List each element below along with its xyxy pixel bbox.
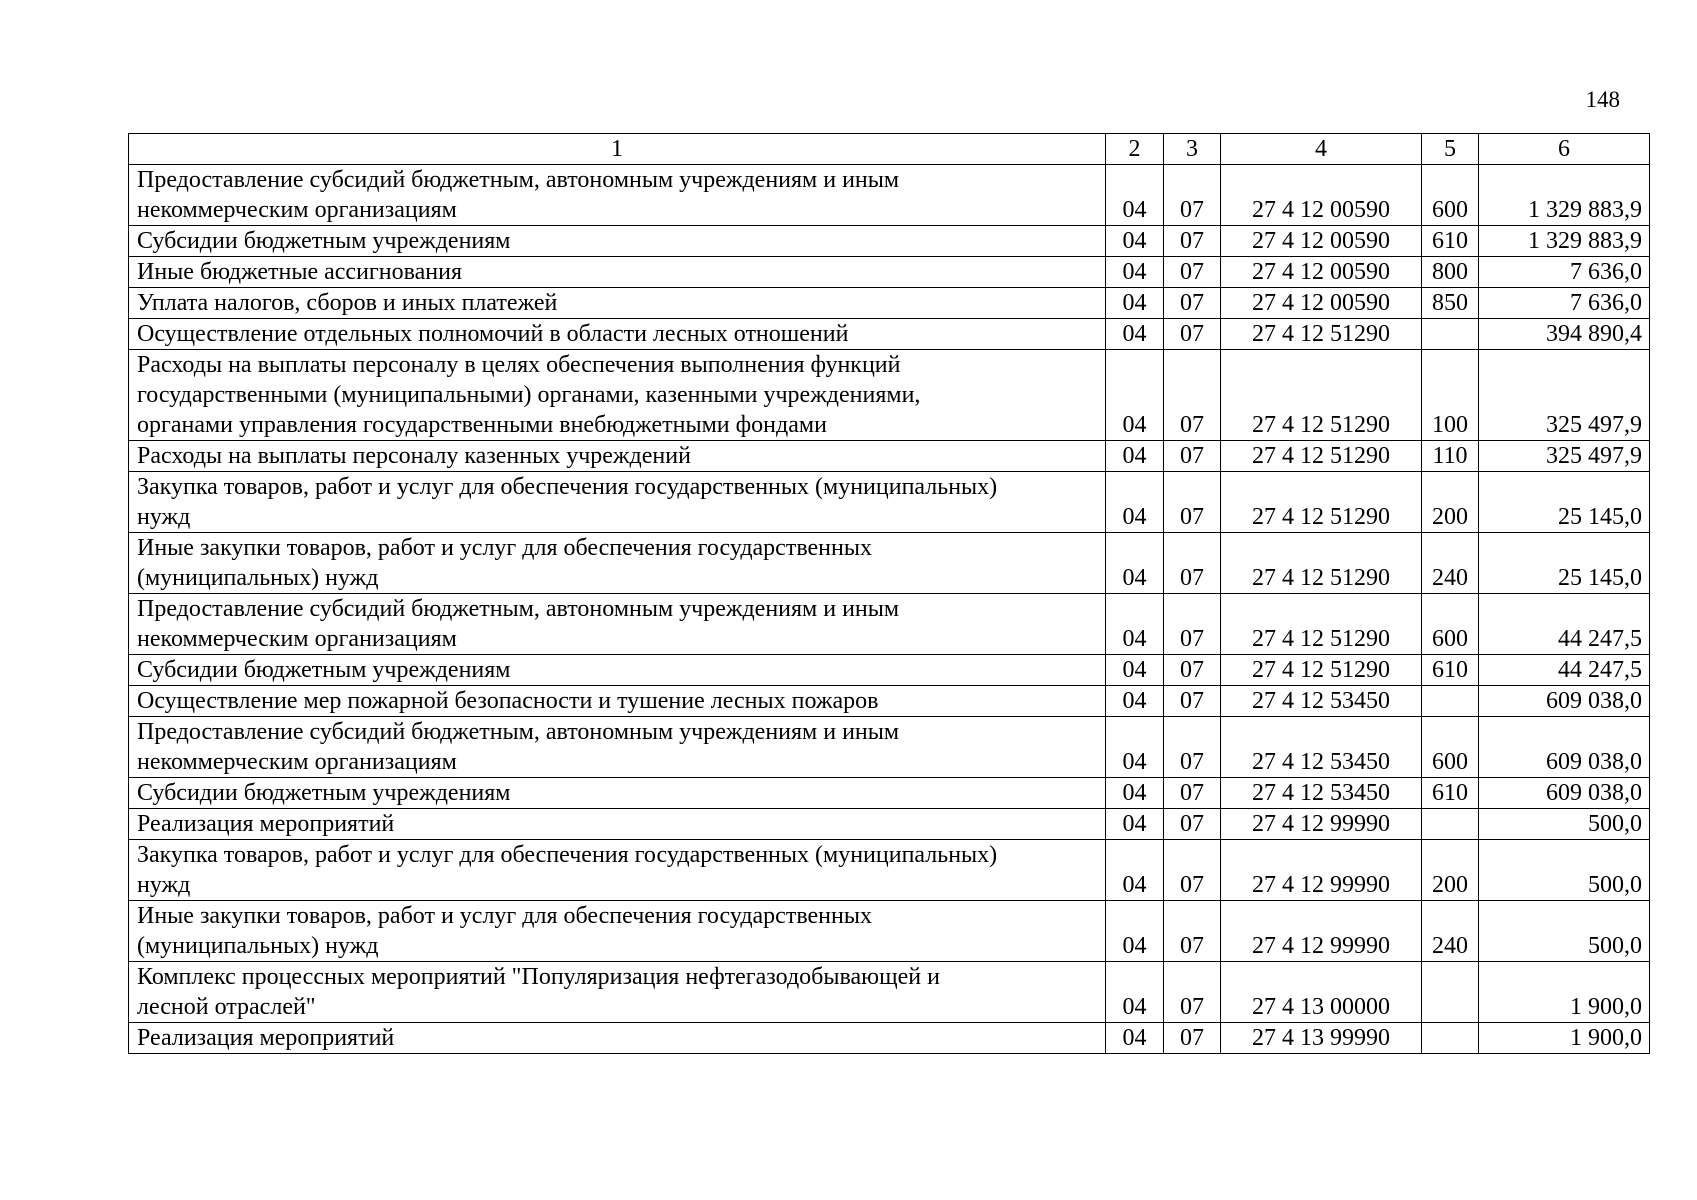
- cell-target-article: 27 4 12 51290: [1221, 441, 1422, 472]
- item-name-line: Иные бюджетные ассигнования: [137, 259, 462, 285]
- cell-expense-type: [1422, 319, 1479, 350]
- cell-subsection-code: 07: [1164, 778, 1221, 809]
- cell-amount: 1 329 883,9: [1479, 226, 1650, 257]
- cell-subsection-code: 07: [1164, 257, 1221, 288]
- cell-target-article: 27 4 12 00590: [1221, 165, 1422, 226]
- cell-section-code: 04: [1106, 840, 1164, 901]
- cell-item-name: [129, 165, 1106, 226]
- table-row: [129, 472, 1650, 533]
- cell-amount: 609 038,0: [1479, 686, 1650, 717]
- cell-target-article: 27 4 12 00590: [1221, 257, 1422, 288]
- page-number: 148: [1585, 87, 1620, 112]
- item-name-line: Субсидии бюджетным учреждениям: [137, 780, 511, 806]
- cell-target-article: 27 4 13 00000: [1221, 962, 1422, 1023]
- cell-amount: 394 890,4: [1479, 319, 1650, 350]
- cell-item-name: [129, 472, 1106, 533]
- cell-expense-type: [1422, 686, 1479, 717]
- item-name-line: Предоставление субсидий бюджетным, автономным учреждениям и иным: [137, 596, 900, 622]
- item-name-line: некоммерческим организациям: [137, 197, 457, 223]
- cell-expense-type: 610: [1422, 226, 1479, 257]
- table-row: [129, 655, 1650, 686]
- item-name-line: Субсидии бюджетным учреждениям: [137, 228, 511, 254]
- cell-section-code: 04: [1106, 717, 1164, 778]
- table-row: [129, 717, 1650, 778]
- cell-subsection-code: 07: [1164, 350, 1221, 441]
- cell-subsection-code: 07: [1164, 686, 1221, 717]
- cell-item-name: [129, 319, 1106, 350]
- cell-item-name: [129, 350, 1106, 441]
- budget-table: [128, 133, 1650, 1054]
- cell-amount: 325 497,9: [1479, 441, 1650, 472]
- table-row: [129, 165, 1650, 226]
- cell-target-article: 27 4 12 53450: [1221, 778, 1422, 809]
- cell-section-code: 04: [1106, 165, 1164, 226]
- cell-subsection-code: 07: [1164, 319, 1221, 350]
- cell-amount: 1 900,0: [1479, 1023, 1650, 1054]
- cell-target-article: 27 4 12 00590: [1221, 226, 1422, 257]
- cell-amount: 7 636,0: [1479, 288, 1650, 319]
- item-name-line: Осуществление мер пожарной безопасности и тушение лесных пожаров: [137, 688, 879, 714]
- cell-subsection-code: 07: [1164, 472, 1221, 533]
- cell-section-code: 04: [1106, 655, 1164, 686]
- cell-target-article: 27 4 12 99990: [1221, 809, 1422, 840]
- item-name-line: Реализация мероприятий: [137, 811, 395, 837]
- cell-target-article: 27 4 13 99990: [1221, 1023, 1422, 1054]
- cell-subsection-code: 07: [1164, 441, 1221, 472]
- cell-amount: 500,0: [1479, 809, 1650, 840]
- cell-item-name: [129, 655, 1106, 686]
- item-name-line: Субсидии бюджетным учреждениям: [137, 657, 511, 683]
- cell-expense-type: 110: [1422, 441, 1479, 472]
- cell-item-name: [129, 809, 1106, 840]
- cell-subsection-code: 07: [1164, 165, 1221, 226]
- table-row: [129, 901, 1650, 962]
- cell-section-code: 04: [1106, 686, 1164, 717]
- cell-target-article: 27 4 12 51290: [1221, 472, 1422, 533]
- cell-expense-type: 610: [1422, 778, 1479, 809]
- table-row: [129, 809, 1650, 840]
- cell-item-name: [129, 778, 1106, 809]
- item-name-line: Расходы на выплаты персоналу в целях обеспечения выполнения функций: [137, 352, 901, 378]
- cell-section-code: 04: [1106, 226, 1164, 257]
- table-row: [129, 594, 1650, 655]
- cell-section-code: 04: [1106, 778, 1164, 809]
- cell-amount: 609 038,0: [1479, 717, 1650, 778]
- column-header-3: 3: [1164, 134, 1221, 165]
- cell-target-article: 27 4 12 53450: [1221, 717, 1422, 778]
- cell-section-code: 04: [1106, 962, 1164, 1023]
- cell-subsection-code: 07: [1164, 809, 1221, 840]
- item-name-line: некоммерческим организациям: [137, 626, 457, 652]
- item-name-line: Реализация мероприятий: [137, 1025, 395, 1051]
- cell-item-name: [129, 441, 1106, 472]
- cell-item-name: [129, 901, 1106, 962]
- cell-subsection-code: 07: [1164, 288, 1221, 319]
- cell-target-article: 27 4 12 51290: [1221, 350, 1422, 441]
- item-name-line: государственными (муниципальными) органами, казенными учреждениями,: [137, 382, 921, 408]
- table-row: [129, 350, 1650, 441]
- cell-target-article: 27 4 12 99990: [1221, 840, 1422, 901]
- cell-section-code: 04: [1106, 533, 1164, 594]
- column-header-6: 6: [1479, 134, 1650, 165]
- table-row: [129, 257, 1650, 288]
- item-name-line: Предоставление субсидий бюджетным, автономным учреждениям и иным: [137, 167, 900, 193]
- column-header-4: 4: [1221, 134, 1422, 165]
- cell-expense-type: [1422, 1023, 1479, 1054]
- item-name-line: Иные закупки товаров, работ и услуг для обеспечения государственных: [137, 903, 872, 929]
- cell-amount: 25 145,0: [1479, 533, 1650, 594]
- cell-expense-type: 600: [1422, 717, 1479, 778]
- cell-target-article: 27 4 12 51290: [1221, 533, 1422, 594]
- cell-target-article: 27 4 12 00590: [1221, 288, 1422, 319]
- cell-item-name: [129, 1023, 1106, 1054]
- table-body: [129, 165, 1650, 1054]
- table-row: [129, 1023, 1650, 1054]
- cell-expense-type: 600: [1422, 594, 1479, 655]
- cell-amount: 1 900,0: [1479, 962, 1650, 1023]
- table-row: [129, 288, 1650, 319]
- cell-subsection-code: 07: [1164, 1023, 1221, 1054]
- cell-item-name: [129, 226, 1106, 257]
- cell-expense-type: 100: [1422, 350, 1479, 441]
- cell-expense-type: [1422, 809, 1479, 840]
- cell-amount: 25 145,0: [1479, 472, 1650, 533]
- column-header-1: 1: [129, 134, 1106, 165]
- cell-subsection-code: 07: [1164, 901, 1221, 962]
- header-row: [129, 134, 1650, 165]
- column-header-5: 5: [1422, 134, 1479, 165]
- cell-section-code: 04: [1106, 472, 1164, 533]
- cell-expense-type: 610: [1422, 655, 1479, 686]
- item-name-line: (муниципальных) нужд: [137, 933, 379, 959]
- cell-amount: 325 497,9: [1479, 350, 1650, 441]
- cell-section-code: 04: [1106, 901, 1164, 962]
- cell-amount: 500,0: [1479, 901, 1650, 962]
- cell-section-code: 04: [1106, 441, 1164, 472]
- table-row: [129, 319, 1650, 350]
- cell-amount: 1 329 883,9: [1479, 165, 1650, 226]
- item-name-line: органами управления государственными внебюджетными фондами: [137, 412, 827, 438]
- cell-section-code: 04: [1106, 594, 1164, 655]
- cell-section-code: 04: [1106, 257, 1164, 288]
- cell-amount: 500,0: [1479, 840, 1650, 901]
- item-name-line: Уплата налогов, сборов и иных платежей: [137, 290, 558, 316]
- cell-section-code: 04: [1106, 1023, 1164, 1054]
- item-name-line: Иные закупки товаров, работ и услуг для обеспечения государственных: [137, 535, 872, 561]
- cell-item-name: [129, 594, 1106, 655]
- item-name-line: нужд: [137, 504, 191, 530]
- item-name-line: нужд: [137, 872, 191, 898]
- item-name-line: Расходы на выплаты персоналу казенных учреждений: [137, 443, 691, 469]
- cell-expense-type: 850: [1422, 288, 1479, 319]
- cell-subsection-code: 07: [1164, 717, 1221, 778]
- cell-section-code: 04: [1106, 319, 1164, 350]
- item-name-line: Осуществление отдельных полномочий в области лесных отношений: [137, 321, 849, 347]
- table-row: [129, 778, 1650, 809]
- cell-section-code: 04: [1106, 350, 1164, 441]
- cell-subsection-code: 07: [1164, 226, 1221, 257]
- cell-subsection-code: 07: [1164, 840, 1221, 901]
- item-name-line: некоммерческим организациям: [137, 749, 457, 775]
- item-name-line: Предоставление субсидий бюджетным, автономным учреждениям и иным: [137, 719, 900, 745]
- cell-subsection-code: 07: [1164, 533, 1221, 594]
- cell-item-name: [129, 257, 1106, 288]
- cell-expense-type: 200: [1422, 472, 1479, 533]
- cell-subsection-code: 07: [1164, 594, 1221, 655]
- cell-item-name: [129, 288, 1106, 319]
- cell-target-article: 27 4 12 53450: [1221, 686, 1422, 717]
- item-name-line: Закупка товаров, работ и услуг для обеспечения государственных (муниципальных): [137, 842, 998, 868]
- cell-item-name: [129, 533, 1106, 594]
- cell-subsection-code: 07: [1164, 962, 1221, 1023]
- cell-expense-type: 240: [1422, 901, 1479, 962]
- cell-item-name: [129, 962, 1106, 1023]
- cell-expense-type: 800: [1422, 257, 1479, 288]
- item-name-line: лесной отраслей": [137, 994, 316, 1020]
- cell-section-code: 04: [1106, 809, 1164, 840]
- cell-amount: 44 247,5: [1479, 594, 1650, 655]
- table-header: [129, 134, 1650, 165]
- cell-section-code: 04: [1106, 288, 1164, 319]
- cell-expense-type: 200: [1422, 840, 1479, 901]
- table-row: [129, 441, 1650, 472]
- item-name-line: Закупка товаров, работ и услуг для обеспечения государственных (муниципальных): [137, 474, 998, 500]
- item-name-line: (муниципальных) нужд: [137, 565, 379, 591]
- cell-expense-type: 240: [1422, 533, 1479, 594]
- cell-subsection-code: 07: [1164, 655, 1221, 686]
- table-row: [129, 226, 1650, 257]
- cell-item-name: [129, 717, 1106, 778]
- table-row: [129, 962, 1650, 1023]
- cell-expense-type: 600: [1422, 165, 1479, 226]
- cell-amount: 7 636,0: [1479, 257, 1650, 288]
- cell-target-article: 27 4 12 51290: [1221, 319, 1422, 350]
- cell-target-article: 27 4 12 51290: [1221, 655, 1422, 686]
- cell-expense-type: [1422, 962, 1479, 1023]
- cell-item-name: [129, 686, 1106, 717]
- column-header-2: 2: [1106, 134, 1164, 165]
- cell-amount: 44 247,5: [1479, 655, 1650, 686]
- table-row: [129, 533, 1650, 594]
- item-name-line: Комплекс процессных мероприятий "Популяризация нефтегазодобывающей и: [137, 964, 940, 990]
- table-row: [129, 840, 1650, 901]
- cell-amount: 609 038,0: [1479, 778, 1650, 809]
- cell-target-article: 27 4 12 51290: [1221, 594, 1422, 655]
- table-row: [129, 686, 1650, 717]
- cell-item-name: [129, 840, 1106, 901]
- cell-target-article: 27 4 12 99990: [1221, 901, 1422, 962]
